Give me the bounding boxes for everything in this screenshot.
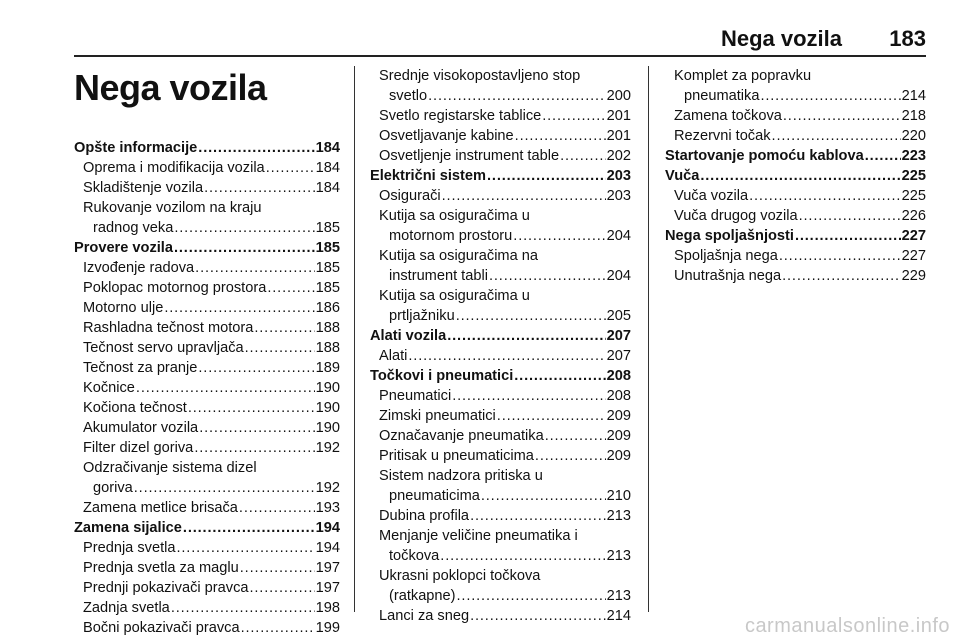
toc-page-number: 193 <box>315 500 340 516</box>
toc-page-number: 204 <box>606 228 631 244</box>
toc-entry-title: Opšte informacije <box>74 140 198 156</box>
toc-entry-title: Motorno ulje <box>83 300 164 316</box>
toc-entry-title: Osvetljavanje kabine <box>379 128 514 144</box>
toc-entry-title: Nega spoljašnjosti <box>665 228 794 244</box>
toc-entry-title: motornom prostoru <box>389 228 513 244</box>
toc-entry[interactable] <box>74 558 340 578</box>
toc-page-number: 201 <box>606 128 631 144</box>
toc-entry-title: Zadnja svetla <box>83 600 170 616</box>
dot-leader <box>560 146 606 166</box>
toc-page-number: 197 <box>315 580 340 596</box>
toc-entry-title: Kočiona tečnost <box>83 400 187 416</box>
toc-entry[interactable] <box>74 598 340 618</box>
toc-entry-title: Zamena metlice brisača <box>83 500 238 516</box>
toc-entry[interactable] <box>665 126 926 146</box>
toc-column-2 <box>370 66 631 626</box>
toc-entry-title: Pneumatici <box>379 388 452 404</box>
toc-page-number: 185 <box>315 220 340 236</box>
dot-leader <box>865 146 901 166</box>
toc-entry-line: Ukrasni poklopci točkova <box>379 568 541 584</box>
dot-leader <box>760 86 900 106</box>
column-divider-2 <box>648 66 649 612</box>
dot-leader <box>783 106 901 126</box>
dot-leader <box>188 398 315 418</box>
dot-leader <box>535 446 606 466</box>
toc-page-number: 213 <box>606 508 631 524</box>
dot-leader <box>136 378 315 398</box>
toc-entry-title: (ratkapne) <box>389 588 456 604</box>
toc-entry-title: Filter dizel goriva <box>83 440 194 456</box>
toc-entry[interactable] <box>370 546 631 566</box>
dot-leader <box>772 126 901 146</box>
page-number: 183 <box>889 26 926 51</box>
toc-entry-title: prtljažniku <box>389 308 455 324</box>
toc-entry[interactable] <box>370 426 631 446</box>
toc-entry-title: točkova <box>389 548 440 564</box>
toc-entry[interactable] <box>665 246 926 266</box>
toc-entry-title: Oprema i modifikacija vozila <box>83 160 265 176</box>
dot-leader <box>470 506 606 526</box>
toc-entry-line: Menjanje veličine pneumatika i <box>379 528 578 544</box>
dot-leader <box>487 166 606 186</box>
chapter-title: Nega vozila <box>74 67 267 108</box>
toc-entry[interactable] <box>74 418 340 438</box>
toc-entry-title: Osigurači <box>379 188 441 204</box>
toc-entry[interactable] <box>370 346 631 366</box>
dot-leader <box>198 358 314 378</box>
toc-page-number: 192 <box>315 440 340 456</box>
toc-page-number: 218 <box>901 108 926 124</box>
toc-page-number: 213 <box>606 548 631 564</box>
toc-page-number: 210 <box>606 488 631 504</box>
toc-page-number: 198 <box>315 600 340 616</box>
toc-entry[interactable] <box>370 446 631 466</box>
toc-list-1 <box>74 138 340 638</box>
toc-entry[interactable] <box>370 506 631 526</box>
toc-entry[interactable] <box>370 486 631 506</box>
toc-entry-title: Dubina profila <box>379 508 470 524</box>
toc-entry[interactable] <box>665 206 926 226</box>
toc-entry[interactable] <box>74 278 340 298</box>
toc-entry-title: pneumatika <box>684 88 760 104</box>
toc-entry-title: Zamena sijalice <box>74 520 182 536</box>
toc-page-number: 223 <box>901 148 926 164</box>
dot-leader <box>513 226 605 246</box>
toc-entry-title: Alati vozila <box>370 328 447 344</box>
toc-entry[interactable] <box>370 306 631 326</box>
toc-entry-title: Osvetljenje instrument table <box>379 148 560 164</box>
toc-section-heading[interactable] <box>665 146 926 166</box>
toc-list-2 <box>370 66 631 626</box>
toc-entry[interactable] <box>370 586 631 606</box>
dot-leader <box>749 186 901 206</box>
toc-page-number: 227 <box>901 248 926 264</box>
toc-page-number: 205 <box>606 308 631 324</box>
watermark-footer: carmanualsonline.info <box>744 615 950 637</box>
dot-leader <box>249 578 314 598</box>
dot-leader <box>176 538 314 558</box>
dot-leader <box>440 546 605 566</box>
toc-page-number: 227 <box>901 228 926 244</box>
toc-entry[interactable] <box>74 478 340 498</box>
toc-entry-title: Vuča drugog vozila <box>674 208 798 224</box>
toc-entry-title: Prednja svetla <box>83 540 176 556</box>
toc-entry-line: Kutija sa osiguračima u <box>379 288 530 304</box>
toc-page-number: 226 <box>901 208 926 224</box>
dot-leader <box>447 326 605 346</box>
toc-page-number: 188 <box>315 340 340 356</box>
toc-entry[interactable] <box>665 186 926 206</box>
toc-page-number: 209 <box>606 428 631 444</box>
toc-entry-title: Alati <box>379 348 408 364</box>
toc-page-number: 229 <box>901 268 926 284</box>
toc-entry-line: Srednje visokopostavljeno stop <box>379 68 581 84</box>
dot-leader <box>481 486 606 506</box>
toc-entry-title: Vuča <box>665 168 700 184</box>
dot-leader <box>470 606 606 626</box>
toc-entry-title: Rezervni točak <box>674 128 771 144</box>
dot-leader <box>700 166 900 186</box>
toc-page-number: 184 <box>315 160 340 176</box>
toc-entry[interactable] <box>74 318 340 338</box>
toc-entry[interactable] <box>74 438 340 458</box>
dot-leader <box>514 366 605 386</box>
dot-leader <box>183 518 315 538</box>
dot-leader <box>542 106 605 126</box>
toc-entry[interactable] <box>74 578 340 598</box>
toc-section-heading[interactable] <box>665 166 926 186</box>
toc-entry[interactable] <box>74 618 340 638</box>
toc-page-number: 214 <box>901 88 926 104</box>
toc-page-number: 199 <box>315 620 340 636</box>
toc-entry[interactable] <box>370 406 631 426</box>
toc-entry-title: Tečnost za pranje <box>83 360 198 376</box>
toc-page-number: 184 <box>315 140 340 156</box>
dot-leader <box>779 246 901 266</box>
toc-section-heading[interactable] <box>74 518 340 538</box>
toc-entry-title: Točkovi i pneumatici <box>370 368 514 384</box>
toc-page-number: 213 <box>606 588 631 604</box>
toc-page-number: 188 <box>315 320 340 336</box>
toc-entry-title: Poklopac motornog prostora <box>83 280 267 296</box>
toc-page-number: 190 <box>315 400 340 416</box>
toc-entry[interactable] <box>370 86 631 106</box>
toc-page-number: 207 <box>606 348 631 364</box>
toc-entry[interactable] <box>370 386 631 406</box>
toc-entry-title: Prednja svetla za maglu <box>83 560 239 576</box>
toc-entry-title: Skladištenje vozila <box>83 180 204 196</box>
toc-page-number: 209 <box>606 448 631 464</box>
toc-page-number: 185 <box>315 240 340 256</box>
dot-leader <box>515 126 606 146</box>
toc-page-number: 192 <box>315 480 340 496</box>
toc-entry-title: Zamena točkova <box>674 108 782 124</box>
dot-leader <box>489 266 606 286</box>
dot-leader <box>497 406 606 426</box>
toc-entry[interactable] <box>665 106 926 126</box>
toc-page-number: 197 <box>315 560 340 576</box>
toc-list-3 <box>665 66 926 286</box>
toc-page-number: 202 <box>606 148 631 164</box>
dot-leader <box>799 206 901 226</box>
dot-leader <box>457 586 606 606</box>
toc-column-3 <box>665 66 926 286</box>
toc-page-number: 186 <box>315 300 340 316</box>
toc-entry-line: Rukovanje vozilom na kraju <box>83 200 262 216</box>
dot-leader <box>240 558 315 578</box>
toc-page-number: 185 <box>315 280 340 296</box>
toc-section-heading[interactable] <box>74 138 340 158</box>
toc-page-number: 194 <box>315 520 340 536</box>
toc-entry[interactable] <box>370 186 631 206</box>
toc-page-number: 207 <box>606 328 631 344</box>
toc-entry-title: Svetlo registarske tablice <box>379 108 542 124</box>
toc-entry-title: Kočnice <box>83 380 135 396</box>
dot-leader <box>254 318 314 338</box>
toc-entry-title: pneumaticima <box>389 488 480 504</box>
toc-entry[interactable] <box>74 218 340 238</box>
toc-entry-title: Pritisak u pneumaticima <box>379 448 534 464</box>
dot-leader <box>795 226 901 246</box>
toc-entry-line: Sistem nadzora pritiska u <box>379 468 543 484</box>
toc-entry[interactable] <box>370 266 631 286</box>
dot-leader <box>134 478 315 498</box>
toc-entry[interactable] <box>74 338 340 358</box>
toc-entry-title: Rashladna tečnost motora <box>83 320 254 336</box>
toc-page-number: 190 <box>315 420 340 436</box>
toc-entry-title: Startovanje pomoću kablova <box>665 148 864 164</box>
dot-leader <box>204 178 315 198</box>
toc-entry-title: Akumulator vozila <box>83 420 199 436</box>
toc-entry[interactable] <box>74 298 340 318</box>
dot-leader <box>164 298 314 318</box>
toc-section-heading[interactable] <box>665 226 926 246</box>
toc-entry[interactable] <box>370 606 631 626</box>
toc-entry[interactable] <box>74 258 340 278</box>
toc-entry[interactable] <box>370 106 631 126</box>
dot-leader <box>408 346 605 366</box>
toc-page-number: 203 <box>606 168 631 184</box>
toc-entry-title: goriva <box>93 480 133 496</box>
toc-page-number: 208 <box>606 388 631 404</box>
dot-leader <box>456 306 606 326</box>
toc-entry[interactable] <box>74 538 340 558</box>
toc-page-number: 209 <box>606 408 631 424</box>
toc-section-heading[interactable] <box>370 366 631 386</box>
dot-leader <box>199 418 314 438</box>
dot-leader <box>452 386 605 406</box>
header-rule <box>74 55 926 57</box>
toc-entry[interactable] <box>74 398 340 418</box>
dot-leader <box>195 258 314 278</box>
toc-entry-line: Kutija sa osiguračima u <box>379 208 530 224</box>
dot-leader <box>267 278 314 298</box>
toc-page-number: 203 <box>606 188 631 204</box>
toc-page-number: 225 <box>901 168 926 184</box>
toc-entry-title: instrument tabli <box>389 268 488 284</box>
toc-section-heading[interactable] <box>74 238 340 258</box>
dot-leader <box>174 218 314 238</box>
toc-column-1 <box>74 66 340 638</box>
toc-entry-line: Komplet za popravku <box>674 68 812 84</box>
toc-page-number: 204 <box>606 268 631 284</box>
dot-leader <box>194 438 314 458</box>
toc-entry-title: Električni sistem <box>370 168 486 184</box>
toc-entry[interactable] <box>370 146 631 166</box>
toc-page-number: 194 <box>315 540 340 556</box>
toc-page-number: 220 <box>901 128 926 144</box>
toc-page-number: 208 <box>606 368 631 384</box>
column-divider-1 <box>354 66 355 612</box>
toc-page-number: 225 <box>901 188 926 204</box>
toc-entry-line: Kutija sa osiguračima na <box>379 248 538 264</box>
toc-entry-title: svetlo <box>389 88 428 104</box>
page-header <box>74 22 926 56</box>
toc-entry-title: radnog veka <box>93 220 174 236</box>
toc-section-heading[interactable] <box>370 326 631 346</box>
dot-leader <box>171 598 315 618</box>
toc-entry-title: Izvođenje radova <box>83 260 195 276</box>
toc-entry-title: Spoljašnja nega <box>674 248 778 264</box>
toc-entry-title: Prednji pokazivači pravca <box>83 580 249 596</box>
toc-entry-line: Odzračivanje sistema dizel <box>83 460 257 476</box>
dot-leader <box>428 86 606 106</box>
toc-entry[interactable] <box>370 226 631 246</box>
dot-leader <box>174 238 315 258</box>
dot-leader <box>782 266 901 286</box>
toc-entry[interactable] <box>74 498 340 518</box>
toc-entry-title: Vuča vozila <box>674 188 749 204</box>
toc-entry[interactable] <box>74 158 340 178</box>
toc-page-number: 190 <box>315 380 340 396</box>
toc-entry-title: Lanci za sneg <box>379 608 470 624</box>
dot-leader <box>545 426 606 446</box>
toc-page-number: 189 <box>315 360 340 376</box>
dot-leader <box>442 186 606 206</box>
toc-page-number: 185 <box>315 260 340 276</box>
toc-entry-title: Zimski pneumatici <box>379 408 496 424</box>
toc-entry-title: Unutrašnja nega <box>674 268 782 284</box>
toc-page-number: 200 <box>606 88 631 104</box>
dot-leader <box>239 498 315 518</box>
toc-entry-title: Tečnost servo upravljača <box>83 340 244 356</box>
toc-entry[interactable] <box>74 378 340 398</box>
toc-page-number: 201 <box>606 108 631 124</box>
toc-entry[interactable] <box>665 266 926 286</box>
toc-entry[interactable] <box>74 178 340 198</box>
toc-page-number: 214 <box>606 608 631 624</box>
toc-section-heading[interactable] <box>370 166 631 186</box>
dot-leader <box>245 338 315 358</box>
dot-leader <box>266 158 315 178</box>
running-section-title: Nega vozila <box>720 26 842 51</box>
toc-entry[interactable] <box>370 126 631 146</box>
toc-page-number: 184 <box>315 180 340 196</box>
toc-entry-title: Bočni pokazivači pravca <box>83 620 240 636</box>
dot-leader <box>198 138 314 158</box>
toc-entry[interactable] <box>665 86 926 106</box>
toc-entry-title: Provere vozila <box>74 240 173 256</box>
toc-entry[interactable] <box>74 358 340 378</box>
dot-leader <box>241 618 315 638</box>
toc-entry-title: Označavanje pneumatika <box>379 428 544 444</box>
